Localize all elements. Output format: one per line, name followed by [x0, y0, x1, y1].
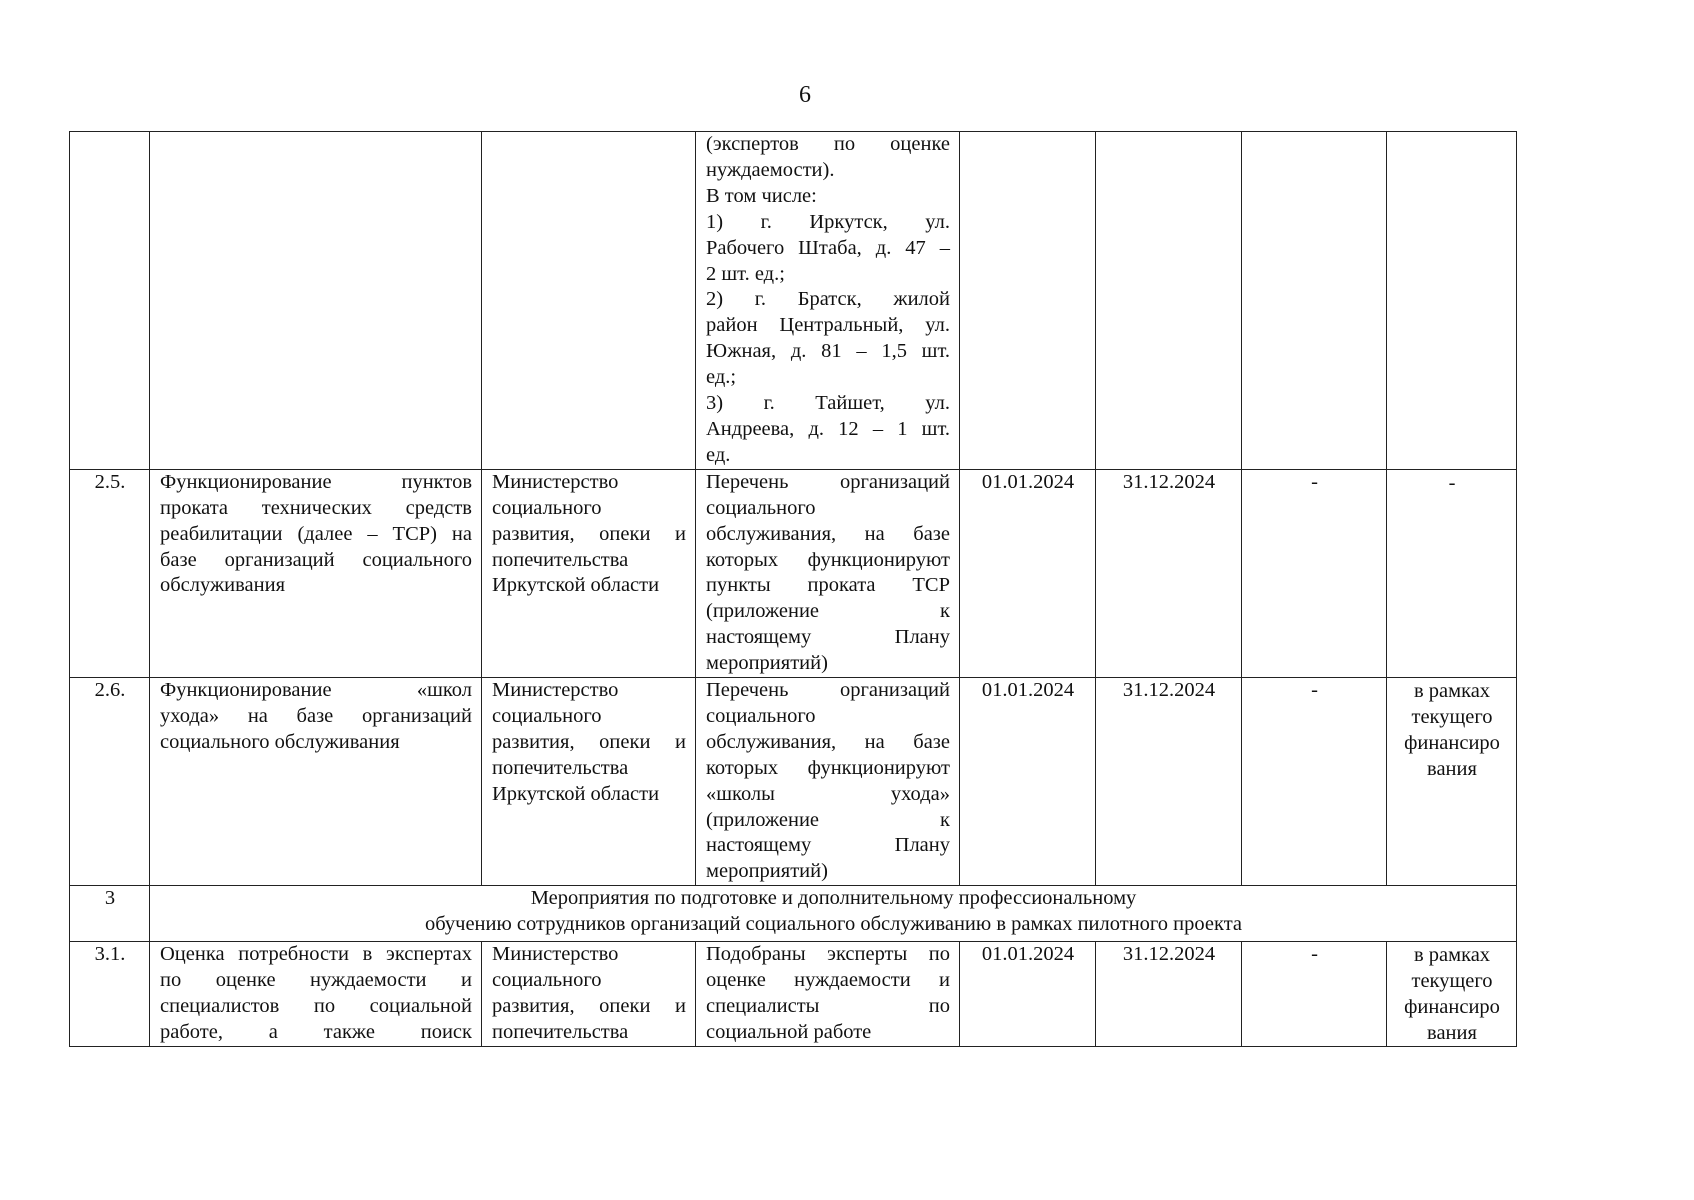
page-number: 6	[799, 82, 811, 108]
responsible-cell	[482, 132, 696, 470]
result-cell	[696, 469, 960, 677]
amount-cell: -	[1242, 469, 1387, 677]
table-row-2-6	[70, 678, 1517, 886]
cell-line: текущего	[1411, 970, 1493, 993]
responsible-cell	[482, 678, 696, 886]
cell-line: настоящему Плану	[706, 834, 950, 857]
funding-cell	[1387, 132, 1517, 470]
end-date-cell: 31.12.2024	[1096, 469, 1242, 677]
cell-line: базе организаций социального	[160, 548, 472, 571]
cell-line: В том числе:	[706, 184, 817, 207]
cell-line: Мероприятия по подготовке и дополнительному профессиональному	[530, 887, 1137, 910]
cell-line: 2 шт. ед.;	[706, 262, 785, 285]
row-number: 2.6.	[70, 678, 150, 886]
cell-line: проката технических средств	[160, 496, 472, 519]
cell-line: Функционирование пунктов	[160, 470, 472, 493]
cell-line: попечительства	[492, 548, 629, 571]
cell-line: настоящему Плану	[706, 626, 950, 649]
amount-cell	[1242, 132, 1387, 470]
cell-line: (экспертов по оценке	[706, 133, 950, 155]
cell-line: Перечень организаций	[706, 470, 950, 493]
cell-line: развития, опеки и	[492, 995, 686, 1018]
event-cell	[150, 942, 482, 1047]
table-row-2-5	[70, 469, 1517, 677]
cell-line: социальной работе	[706, 1021, 872, 1043]
table-row-3-1	[70, 942, 1517, 1047]
cell-line: обучению сотрудников организаций социального обслуживанию в рамках пилотного проекта	[424, 913, 1243, 936]
cell-line: финансиро	[1404, 732, 1500, 755]
result-cell	[696, 678, 960, 886]
cell-line: Оценка потребности в экспертах	[160, 943, 472, 966]
end-date-cell	[1096, 132, 1242, 470]
cell-line: социального	[492, 496, 602, 519]
cell-line: развития, опеки и	[492, 730, 686, 753]
cell-line: социального	[492, 704, 602, 727]
cell-line: «школы ухода»	[706, 782, 950, 805]
row-number: 3.1.	[70, 942, 150, 1047]
cell-line: попечительства	[492, 756, 629, 779]
cell-line: социального	[706, 704, 816, 727]
table-row-continuation	[70, 132, 1517, 470]
cell-line: Рабочего Штаба, д. 47 –	[706, 236, 950, 259]
amount-cell: -	[1242, 678, 1387, 886]
cell-line: мероприятий)	[706, 860, 828, 883]
cell-line: вания	[1427, 1022, 1477, 1045]
cell-line: социального	[706, 496, 816, 519]
cell-line: -	[1448, 471, 1456, 494]
start-date-cell	[960, 132, 1096, 470]
end-date-cell: 31.12.2024	[1096, 942, 1242, 1047]
cell-line: вания	[1427, 758, 1477, 781]
cell-line: реабилитации (далее – ТСР) на	[160, 522, 472, 545]
amount-cell: -	[1242, 942, 1387, 1047]
cell-line: Иркутской области	[492, 782, 660, 805]
row-number	[70, 132, 150, 470]
event-cell	[150, 678, 482, 886]
cell-line: текущего	[1411, 706, 1493, 729]
cell-line: ухода» на базе организаций	[160, 704, 472, 727]
result-cell	[696, 132, 960, 470]
section-title	[150, 886, 1517, 942]
cell-line: обслуживания, на базе	[706, 522, 950, 545]
plan-table	[69, 131, 1517, 1047]
cell-line: нуждаемости).	[706, 158, 835, 181]
cell-line: 3) г. Тайшет, ул.	[706, 392, 950, 415]
event-cell	[150, 469, 482, 677]
cell-line: Министерство	[492, 943, 619, 966]
cell-line: в рамках	[1413, 944, 1491, 967]
responsible-cell	[482, 469, 696, 677]
cell-line: Перечень организаций	[706, 679, 950, 702]
table-row-section-3	[70, 886, 1517, 942]
cell-line: Функционирование «школ	[160, 679, 472, 702]
cell-line: по оценке нуждаемости и	[160, 969, 472, 992]
cell-line: Министерство	[492, 470, 619, 493]
event-cell	[150, 132, 482, 470]
cell-line: которых функционируют	[706, 756, 950, 779]
cell-line: работе, а также поиск	[160, 1021, 472, 1043]
cell-line: 2) г. Братск, жилой	[706, 288, 950, 311]
cell-line: Андреева, д. 12 – 1 шт.	[706, 417, 950, 440]
cell-line: финансиро	[1404, 996, 1500, 1019]
funding-cell	[1387, 469, 1517, 677]
cell-line: Подобраны эксперты по	[706, 943, 950, 966]
result-cell	[696, 942, 960, 1047]
funding-cell	[1387, 678, 1517, 886]
cell-line: которых функционируют	[706, 548, 950, 571]
cell-line: социального	[492, 969, 602, 992]
cell-line: 1) г. Иркутск, ул.	[706, 210, 950, 233]
responsible-cell	[482, 942, 696, 1047]
cell-line: Южная, д. 81 – 1,5 шт.	[706, 340, 950, 363]
cell-line: пункты проката ТСР	[706, 574, 950, 597]
cell-line: район Центральный, ул.	[706, 314, 950, 337]
cell-line: в рамках	[1413, 680, 1491, 703]
cell-line: ед.;	[706, 366, 737, 389]
cell-line: мероприятий)	[706, 652, 828, 675]
end-date-cell: 31.12.2024	[1096, 678, 1242, 886]
cell-line: (приложение к	[706, 600, 950, 623]
cell-line: оценке нуждаемости и	[706, 969, 950, 992]
section-number: 3	[70, 886, 150, 942]
cell-line: Иркутской области	[492, 574, 660, 597]
funding-cell	[1387, 942, 1517, 1047]
row-number: 2.5.	[70, 469, 150, 677]
cell-line: специалистов по социальной	[160, 995, 472, 1018]
cell-line: попечительства	[492, 1021, 629, 1043]
start-date-cell: 01.01.2024	[960, 469, 1096, 677]
cell-line: обслуживания	[160, 574, 286, 597]
start-date-cell: 01.01.2024	[960, 678, 1096, 886]
cell-line: развития, опеки и	[492, 522, 686, 545]
cell-line: социального обслуживания	[160, 730, 400, 753]
cell-line: Министерство	[492, 679, 619, 702]
cell-line: ед.	[706, 443, 731, 466]
start-date-cell: 01.01.2024	[960, 942, 1096, 1047]
cell-line: обслуживания, на базе	[706, 730, 950, 753]
cell-line: специалисты по	[706, 995, 950, 1018]
cell-line: (приложение к	[706, 808, 950, 831]
